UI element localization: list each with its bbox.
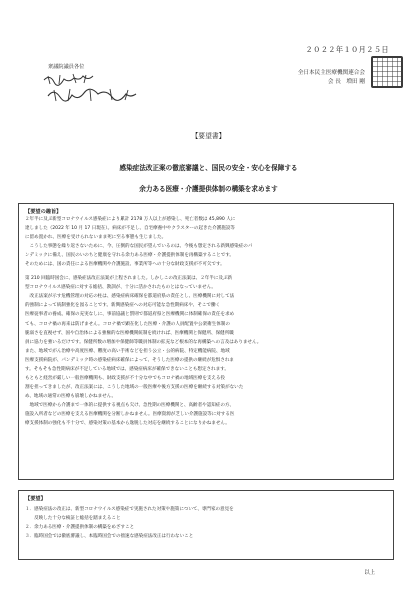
paragraph-line: 医療支援病院が、パンデミック時の感染症病床確保によって、そうした医療の提供の継続が危惧されま xyxy=(25,357,234,363)
document-date: ２０２２年１０月２５日 xyxy=(305,45,389,54)
handwritten-addressee-signature xyxy=(40,72,150,106)
paragraph-line: 地域で医療から介護まで一体的に提供する視点も欠け、急性期の医療機関と、高齢者や認知症の方、 xyxy=(25,402,234,408)
paragraph-line: 達しました（2022 年 10 月 17 日現在）。病床が不足し、自宅療養中やクラスターの起きた介護施設等 xyxy=(25,226,235,232)
requests-section xyxy=(25,495,234,541)
title-line-1: 感染症法改正案の徹底審議と、国民の安全・安心を保障する xyxy=(119,164,298,172)
requests-section-box xyxy=(18,490,394,560)
paragraph-line: 改正法案が示す危機管理の対応の柱は、感染症病床確保を都道府県の責任とし、医療機関に対して法 xyxy=(25,294,235,300)
paragraph-line: す。そもそも急性期病床が不足している地域では、感染症病床が確保できないことも想定されます。 xyxy=(25,366,229,372)
paragraph-line: 員に協力を強いるだけです。保健所数の増加や保健師等職員体制の拡充など根本的な再構築への言及はありません。 xyxy=(25,339,262,345)
paragraph-line: 医療従事者の養成、確保の充実なしに、事前協議と罰則で都道府県と医療機関に体制確保の責任を求め xyxy=(25,312,235,318)
request-item: ２．余力ある医療・介護提供体制の構築をめざすこと xyxy=(25,525,135,531)
paragraph-line: ても、コロナ禍の再来は防げません。コロナ禍で顕在化した医療・介護の人員配置や公衆衛生体制の xyxy=(25,321,230,327)
paragraph-line: め、地域の通常の医療も崩壊しかねません。 xyxy=(25,393,117,399)
section-heading: 【要望の趣旨】 xyxy=(25,209,62,215)
paragraph-line: そのためには、国の責任による医療機関や介護施設、事業所等への十分な財政支援が不可欠です。 xyxy=(25,262,225,268)
paragraph-line: ２年半に及ぶ新型コロナウイルス感染症により累計 2178 万人以上が感染し、死亡者数は 45,890 人に xyxy=(25,217,236,222)
paragraph-line: ンデミックに備え、国民のいのちと健康を守れる余力ある医療・介護提供体制を再構築することです。 xyxy=(25,253,234,259)
closing-mark: 以上 xyxy=(364,570,375,576)
paragraph-line: に留め置かれ、医療を受けられないまま死に至る事態も生じました。 xyxy=(25,235,167,241)
requests-list xyxy=(25,505,234,541)
purpose-section-box xyxy=(18,203,394,480)
official-seal-stamp xyxy=(371,56,403,88)
sender-organization: 全日本民主医療機関連合会 xyxy=(297,70,365,76)
paragraph-2 xyxy=(25,274,261,428)
paragraph-line: 的強制によって統制強化を図ることです。新興感染症への対応可能な急性期病床や、そこで働く xyxy=(25,303,221,309)
paragraph-line: 療支援体制の強化も不十分で、感染対策の基本から逸脱した対応を継続することになりかねません。 xyxy=(25,421,230,427)
request-item: ３．臨時国会では徹底審議し、本臨時国会での拙速な感染症法改正は行わないこと xyxy=(25,534,194,540)
recipient-group: 衆議院議員各位 xyxy=(48,64,85,70)
paragraph-line: また、地域でがん治療や高度医療、難度の高い手術などを担う公立・公的病院、特定機能病院、地域 xyxy=(25,348,230,354)
paragraph-line: 施設入所者などの医療を支える医療機関を分断しかねません。医療資源が乏しい介護施設等に対する医 xyxy=(25,411,235,417)
requests-heading: 【要望】 xyxy=(25,496,46,502)
purpose-section xyxy=(25,208,261,428)
paragraph-line: こうした事態を繰り返さないために、今、圧倒的な国民が望んでいるのは、今後も想定される新興感染症のパ xyxy=(25,244,253,250)
request-item: １．感染症法の改正は、新型コロナウイルス感染症で実施された対策や施策について、専門家の意見を xyxy=(25,507,234,512)
document-type-label: 【要望書】 xyxy=(191,132,226,140)
title-line-2: 余力ある医療・介護提供体制の構築を求めます xyxy=(139,185,278,193)
paragraph-1 xyxy=(25,215,261,269)
paragraph-line: 割を担ってきましたが、改正法案には、こうした地域の一般医療や後方支援の医療を継続する対策がないた xyxy=(25,384,244,390)
paragraph-line: 型コロナウイルス感染症に対する総括、教訓が、十分に活かされたものとはなっていません。 xyxy=(25,285,216,291)
paragraph-line: 第 210 回臨時国会に、感染症法改正法案が上程されました。しかしこの改正法案は、２年半に及ぶ新 xyxy=(25,276,233,282)
sender-name: 会 長 増田 剛 xyxy=(327,79,365,85)
sender-block xyxy=(298,69,365,87)
request-item: 反映した十分な検証と総括を踏まえること xyxy=(25,516,121,522)
paragraph-line: 脆弱さを直視せず、国や自治体による強権的な医療機関統制を続ければ、医療機関と保健所、保健所職 xyxy=(25,330,234,336)
paragraph-line: もともと経営が厳しい一般医療機関も、財政支援が不十分な中でもコロナ禍の地域医療を支える役 xyxy=(25,375,226,381)
